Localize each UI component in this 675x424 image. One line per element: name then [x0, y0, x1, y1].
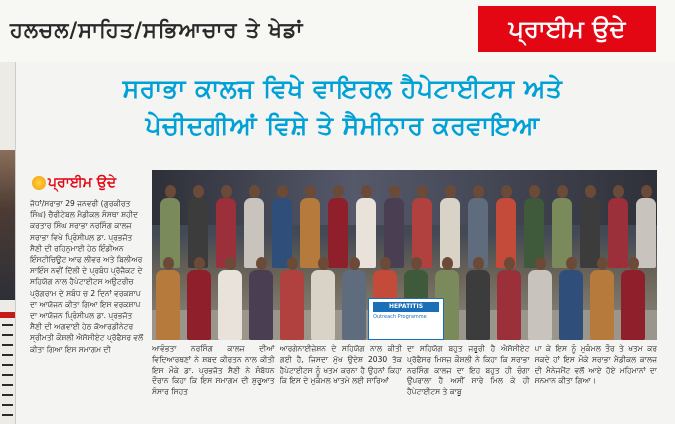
photo-person-head [256, 257, 267, 270]
photo-person-head [318, 257, 329, 270]
photo-person-head [305, 185, 316, 198]
photo-person-head [442, 257, 453, 270]
photo-person-head [529, 185, 540, 198]
photo-person-head [193, 185, 204, 198]
photo-person-head [194, 257, 205, 270]
photo-person-head [473, 185, 484, 198]
photo-person [328, 198, 348, 268]
photo-person-head [597, 257, 608, 270]
adjacent-photo [0, 150, 15, 300]
photo-person [300, 198, 320, 268]
photo-person-head [380, 257, 391, 270]
adjacent-divider [0, 312, 15, 318]
photo-person-head [585, 185, 596, 198]
photo-person-head [535, 257, 546, 270]
photo-person-head [473, 257, 484, 270]
photo-person [466, 270, 490, 340]
photo-person [608, 198, 628, 268]
photo-person-head [411, 257, 422, 270]
banner-title: HEPATITIS [373, 302, 439, 312]
article-logo-text: ਪ੍ਰਾਈਮ ਉਦੇ [48, 175, 117, 191]
photo-person-head [333, 185, 344, 198]
headline-line-1: ਸਰਾਭਾ ਕਾਲਜ ਵਿਖੇ ਵਾਇਰਲ ਹੈਪੇਟਾਈਟਸ ਅਤੇ [122, 74, 563, 103]
headline-line-2: ਪੇਚੀਦਗੀਆਂ ਵਿਸ਼ੇ ਤੇ ਸੈਮੀਨਾਰ ਕਰਵਾਇਆ [145, 111, 540, 140]
photo-person-head [504, 257, 515, 270]
photo-person [497, 270, 521, 340]
article-column: ਪਾ ਕੇ ਇਸ ਨੂੰ ਮੁਕੰਮਲ ਤੌਰ ਤੇ ਖਤਮ ਕਰ ਸਕਦੇ ਹਾਂ ਇਸ ਮੌਕੇ ਸਰਾਭਾ ਮੈਡੀਕਲ ਕਾਲਜ ਦੀ ਮੈਨੇਜਮੈਂਟ ਵਲੋਂ ਆਏ ਹੋਏ ਮਹਿਮਾਨਾਂ ਦਾ ਸਨਮਾਨ ਕੀਤਾ ਗਿਆ। [534, 344, 657, 386]
photo-person-head [225, 257, 236, 270]
photo-person [218, 270, 242, 340]
photo-person-head [277, 185, 288, 198]
photo-person-head [249, 185, 260, 198]
photo-person [528, 270, 552, 340]
photo-person-head [557, 185, 568, 198]
photo-person-head [613, 185, 624, 198]
photo-person [280, 270, 304, 340]
photo-person-head [349, 257, 360, 270]
photo-person [621, 270, 645, 340]
photo-person [636, 198, 656, 268]
article-column: ਆਵੰਭਤਾ ਨਰਸਿੰਗ ਕਾਲਜ ਦੀਆਂ ਵਿਦਿਆਰਥਣਾਂ ਨੇ ਸ਼ਬਦ ਕੀਰਤਨ ਨਾਲ ਕੀਤੀ ਇਸ ਮੌਕੇ ਡਾ. ਪ੍ਰਭਜੋਤ ਸੈਣੀ ਨੇ ਸੰਬੋਧਨ ਦੌਰਾਨ ਕਿਹਾ ਕਿ ਇਸ ਸਮਾਗਮ ਦੀ ਸ਼ੁਰੂਆਤ ਸੰਸਾਰ ਸਿਹਤ [152, 344, 275, 397]
article-logo [30, 170, 148, 196]
adjacent-text-fragment [2, 324, 13, 424]
section-header [0, 0, 675, 62]
photo-person [559, 270, 583, 340]
article-column: ਦਾ ਸਹਿਯੋਗ ਬਹੁਤ ਜਰੂਰੀ ਹੈ ਐਸੋਸੀਏਟ ਪ੍ਰੋਫੈਸਰ ਮਿਸਜ਼ ਕੌਸ਼ਲੀ ਨੇ ਕਿਹਾ ਕਿ ਸਰਾਭਾ ਨਰਸਿੰਗ ਕਾਲਜ ਦਾ ਇਹ ਬਹੁਤ ਹੀ ਚੰਗਾ ਉਪਰਾਲਾ ਹੈ ਅਸੀਂ ਸਾਰੇ ਮਿਲ ਕੇ ਹੀ ਹੈਪੇਟਾਈਟਸ ਤੇ ਕਾਬੂ [407, 344, 530, 397]
sun-icon [32, 176, 46, 190]
photo-person-head [566, 257, 577, 270]
section-title: ਹਲਚਲ/ਸਾਹਿਤ/ਸਭਿਆਚਾਰ ਤੇ ਖੇਡਾਂ [10, 18, 304, 42]
group-photo [152, 170, 657, 340]
article-headline [20, 70, 665, 144]
photo-person [311, 270, 335, 340]
photo-person [590, 270, 614, 340]
photo-person [356, 198, 376, 268]
article-column: ਆਰਗੇਨਾਈਜ਼ੇਸ਼ਨ ਦੇ ਸਹਿਯੋਗ ਨਾਲ ਕੀਤੀ ਗਈ ਹੈ, ਜਿਸਦਾ ਮੁੱਖ ਉਦੇਸ਼ 2030 ਤੱਕ ਹੈਪੇਟਾਈਟਸ ਨੂੰ ਖਤਮ ਕਰਨਾ ਹੈ ਉਹਨਾਂ ਕਿਹਾ ਕਿ ਇਸ ਦੇ ਮੁਕੰਮਲ ਖਾਤਮੇ ਲਈ ਸਾਰਿਆਂ [279, 344, 402, 386]
photo-person [342, 270, 366, 340]
photo-person-head [501, 185, 512, 198]
photo-person-head [361, 185, 372, 198]
photo-person-head [287, 257, 298, 270]
photo-person-head [641, 185, 652, 198]
photo-person [580, 198, 600, 268]
photo-person-head [417, 185, 428, 198]
photo-person-head [165, 185, 176, 198]
article-intro: ਜੋਧਾਂ/ਸਰਾਭਾ 29 ਜਨਵਰੀ (ਗੁਰਕੀਰਤ ਸਿੰਘ) ਚੈਰੀਟੇਬਲ ਮੈਡੀਕਲ ਸੰਸਥਾ ਸ਼ਹੀਦ ਕਰਤਾਰ ਸਿੰਘ ਸਰਾਭਾ ਨਰਸਿੰਗ ਕਾਲਜ ਸਰਾਭਾ ਵਿਖੇ ਪ੍ਰਿੰਸੀਪਲ ਡਾ. ਪ੍ਰਭਜੋਤ ਸੈਣੀ ਦੀ ਰਹਿਨੁਮਾਈ ਹੇਠ ਇੰਡੀਅਨ ਇੰਸਟੀਚਿਊਟ ਆਫ ਲੀਵਰ ਅਤੇ ਬਿਲੀਅਰ ਸਾਇੰਸ ਨਵੀਂ ਦਿੱਲੀ ਦੇ ਪ੍ਰਬੰਧ ਪ੍ਰੋਜੈਕਟ ਦੇ ਸਹਿਯੋਗ ਨਾਲ ਹੈਪੇਟਾਈਟਸ ਅਉਟਰੀਚ ਪ੍ਰੋਗਰਾਮ ਦੇ ਸਬੰਧ ਚ 2 ਦਿਨਾਂ ਵਰਕਸ਼ਾਪ ਦਾ ਆਯੋਜਨ ਕੀਤਾ ਗਿਆ ਇਸ ਵਰਕਸ਼ਾਪ ਦਾ ਆਯੋਜਨ ਪ੍ਰਿੰਸੀਪਲ ਡਾ. ਪ੍ਰਭਜੋਤ ਸੈਣੀ ਦੀ ਅਗਵਾਈ ਹੇਠ ਕੋਆਰਡੀਨੇਟਰ ਸ੍ਰੀਮਤੀ ਕੌਸ਼ਲੀ ਐਸੋਸੀਏਟ ਪ੍ਰੋਫੈਸਰ ਵਲੋਂ ਕੀਤਾ ਗਿਆ ਇਸ ਸਮਾਗਮ ਦੀ [30, 199, 144, 354]
photo-person-head [445, 185, 456, 198]
photo-person-head [389, 185, 400, 198]
photo-person-head [163, 257, 174, 270]
photo-person-head [221, 185, 232, 198]
seminar-banner [368, 298, 444, 340]
photo-person [187, 270, 211, 340]
adjacent-article-strip [0, 62, 16, 424]
photo-person [249, 270, 273, 340]
brand-logo: ਪ੍ਰਾਈਮ ਉਦੇ [478, 6, 656, 52]
photo-person [156, 270, 180, 340]
photo-person-head [628, 257, 639, 270]
banner-subtitle: Outreach Programme [373, 314, 427, 320]
article-body [152, 344, 657, 422]
